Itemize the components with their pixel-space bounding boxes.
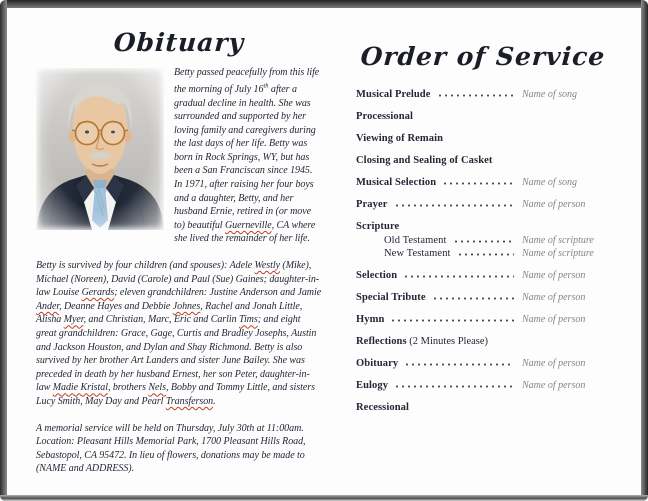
dotted-leader <box>391 318 514 323</box>
order-item <box>356 177 610 188</box>
order-item-label: Closing and Sealing of Casket <box>356 155 493 166</box>
order-item-label: Reflections <box>356 336 407 347</box>
misspelled-word: Transferson <box>165 395 214 407</box>
body-text: A memorial service will be held on Thursday, July 30th at 11:00am. Location: Pleasant Hills Memorial Park, 1700 Pleasant Hills Road, Sebastopol, CA 95472. In lieu of flowers, donations may be made to (NAME and ADDRESS). <box>36 422 306 475</box>
misspelled-word: Guerneville <box>224 219 272 231</box>
order-item <box>356 402 610 413</box>
misspelled-word: Tims <box>238 314 258 326</box>
body-text: , CA where she lived the remainder of her life. <box>174 219 316 245</box>
misspelled-word: Johnes <box>172 300 201 312</box>
body-text: ; eleven grandchildren: Justine Anderson and Jamie <box>114 287 322 299</box>
obituary-paragraph-1-text <box>174 67 319 244</box>
order-item-label: Prayer <box>356 199 388 210</box>
misspelled-word: Ander <box>36 300 60 312</box>
order-of-service-page <box>356 42 610 424</box>
dotted-leader <box>395 384 514 389</box>
order-item <box>356 380 610 391</box>
order-item <box>356 199 610 210</box>
order-item <box>356 89 610 100</box>
superscript-text: th <box>263 82 269 90</box>
body-text: . <box>213 395 216 407</box>
dotted-leader <box>443 181 514 186</box>
order-item-label: Old Testament <box>384 235 447 246</box>
order-item-label: Processional <box>356 111 414 122</box>
order-subitem <box>356 235 610 246</box>
order-item-label: New Testament <box>384 248 451 259</box>
obituary-paragraph-2 <box>36 259 322 409</box>
misspelled-word: Westly <box>254 260 280 272</box>
order-item-label: Hymn <box>356 314 385 325</box>
frame-edge-bottom <box>0 495 648 501</box>
order-item <box>356 358 610 369</box>
frame-edge-top <box>0 0 648 8</box>
order-item <box>356 314 610 325</box>
dotted-leader <box>454 239 515 244</box>
body-text: , brothers <box>107 382 149 394</box>
obituary-paragraph-3 <box>36 422 322 476</box>
misspelled-word: Nels <box>148 382 167 394</box>
body-text: Betty is survived by four children (and spouses): Adele <box>36 260 255 272</box>
portrait-photo <box>36 68 164 230</box>
portrait-photo-graphic <box>36 68 164 230</box>
order-of-service-list <box>356 89 610 413</box>
body-text: (Mike), Michael (Noreen), David (Carole) and Paul (Sue) Gaines; daughter-in-law Louise <box>36 260 320 299</box>
order-item-placeholder: Name of person <box>522 199 586 210</box>
order-item-label: Eulogy <box>356 380 389 391</box>
dotted-leader <box>438 93 514 98</box>
body-text: , Deanne Hayes and Debbie <box>59 300 173 312</box>
obituary-body <box>36 66 322 476</box>
misspelled-word: Gerards <box>81 287 115 299</box>
order-item-label: Obituary <box>356 358 399 369</box>
order-item-placeholder: Name of person <box>522 270 586 281</box>
body-text: after a gradual decline in health. She was surrounded and supported by her loving family and caregivers during the last days of her life. Betty was born in Rock Springs, WY, but has been a San Franciscan since 1945. In 1971, after raising her four boys and a daughter, Betty, and her husband Ernie, retired in (or move to) beautiful <box>174 83 316 231</box>
order-item <box>356 292 610 303</box>
obituary-page <box>36 28 322 476</box>
dotted-leader <box>433 296 514 301</box>
dotted-leader <box>405 362 514 367</box>
order-item-placeholder: Name of person <box>522 358 586 369</box>
order-item <box>356 111 610 122</box>
order-item-label: Selection <box>356 270 398 281</box>
body-text: , and Christian, Marc, Eric and Carlin <box>83 314 239 326</box>
obituary-title: Obituary <box>112 28 246 57</box>
body-text: , Bobby and Tommy Little, and sisters Lucy Smith, May Day and Pearl <box>36 382 315 407</box>
order-item-placeholder: Name of song <box>522 89 577 100</box>
body-text: Betty passed peacefully from this life the morning of July 16 <box>174 67 320 95</box>
order-item-placeholder: Name of song <box>522 177 577 188</box>
order-item <box>356 221 610 232</box>
body-text: ; and eight great grandchildren: Grace, Gage, Curtis and Bradley Josephs, Austin and Jackson Houston, and Dylan and Shay Richmond. Betty is also survived by her brother Art Landers and sister June Bailey. She was preceded in death by her husband Ernest, her son Peter, daughter-in-law <box>36 314 317 394</box>
dotted-leader <box>395 203 515 208</box>
order-item-placeholder: Name of person <box>522 380 586 391</box>
body-text: , Rachel and Jonah Little, Alisha <box>36 300 303 326</box>
order-item-placeholder: Name of person <box>522 292 586 303</box>
order-item <box>356 270 610 281</box>
frame-edge-left <box>0 0 7 501</box>
dotted-leader <box>458 252 514 257</box>
order-item <box>356 133 610 144</box>
order-item-label: Musical Selection <box>356 177 437 188</box>
order-item-placeholder: Name of scripture <box>522 248 594 259</box>
order-item <box>356 336 610 347</box>
order-item-note: (2 Minutes Please) <box>406 336 489 347</box>
dotted-leader <box>404 274 514 279</box>
order-item-label: Musical Prelude <box>356 89 431 100</box>
order-subitem <box>356 248 610 259</box>
obituary-paragraph-1 <box>36 66 322 246</box>
order-item-label: Special Tribute <box>356 292 426 303</box>
order-item-placeholder: Name of scripture <box>522 235 594 246</box>
order-item <box>356 155 610 166</box>
order-item-placeholder: Name of person <box>522 314 586 325</box>
order-item-label: Recessional <box>356 402 410 413</box>
order-of-service-title: Order of Service <box>359 42 607 71</box>
order-item-label: Viewing of Remain <box>356 133 444 144</box>
order-item-label: Scripture <box>356 221 400 232</box>
frame-edge-right <box>641 0 648 501</box>
misspelled-word: Madie Kristal <box>52 382 108 394</box>
misspelled-word: Myer <box>63 314 84 326</box>
